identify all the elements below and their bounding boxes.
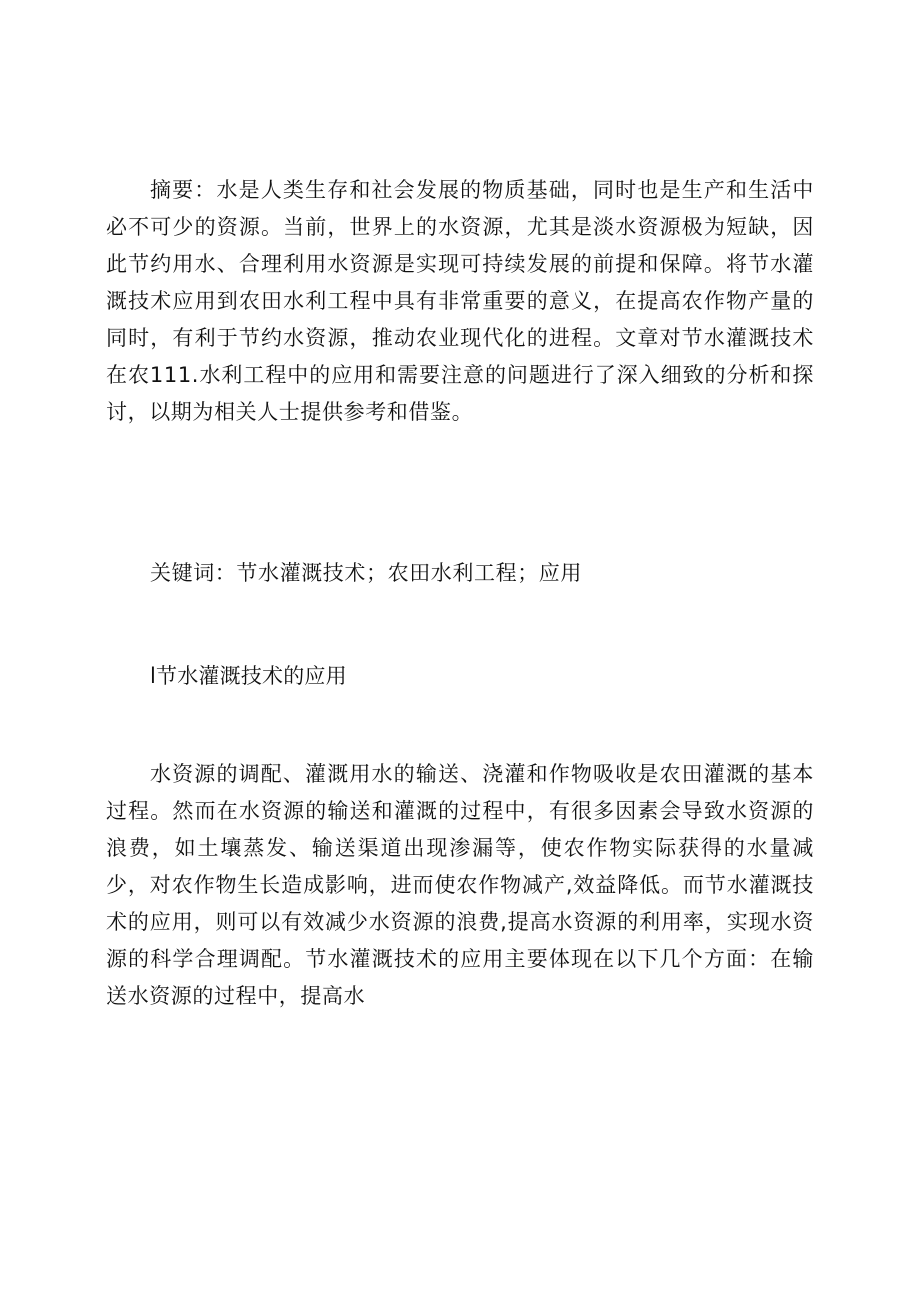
body-paragraph: 水资源的调配、灌溉用水的输送、浇灌和作物吸收是农田灌溉的基本过程。然而在水资源的输送和灌溉的过程中，有很多因素会导致水资源的浪费，如土壤蒸发、输送渠道出现渗漏等，使农作物实际获得的水量减少，对农作物生长造成影响，进而使农作物减产,效益降低。而节水灌溉技术的应用，则可以有效减少水资源的浪费,提高水资源的利用率，实现水资源的科学合理调配。节水灌溉技术的应用主要体现在以下几个方面：在输送水资源的过程中，提高水	[106, 762, 814, 1008]
section-heading: l节水灌溉技术的应用	[150, 664, 347, 688]
keywords-line: 关键词：节水灌溉技术；农田水利工程；应用	[150, 561, 582, 585]
abstract-paragraph: 摘要：水是人类生存和社会发展的物质基础，同时也是生产和生活中必不可少的资源。当前，世界上的水资源，尤其是淡水资源极为短缺，因此节约用水、合理利用水资源是实现可持续发展的前提和保障。将节水灌溉技术应用到农田水利工程中具有非常重要的意义，在提高农作物产量的同时，有利于节约水资源，推动农业现代化的进程。文章对节水灌溉技术在农111.水利工程中的应用和需要注意的问题进行了深入细致的分析和探讨，以期为相关人士提供参考和借鉴。	[106, 178, 814, 424]
